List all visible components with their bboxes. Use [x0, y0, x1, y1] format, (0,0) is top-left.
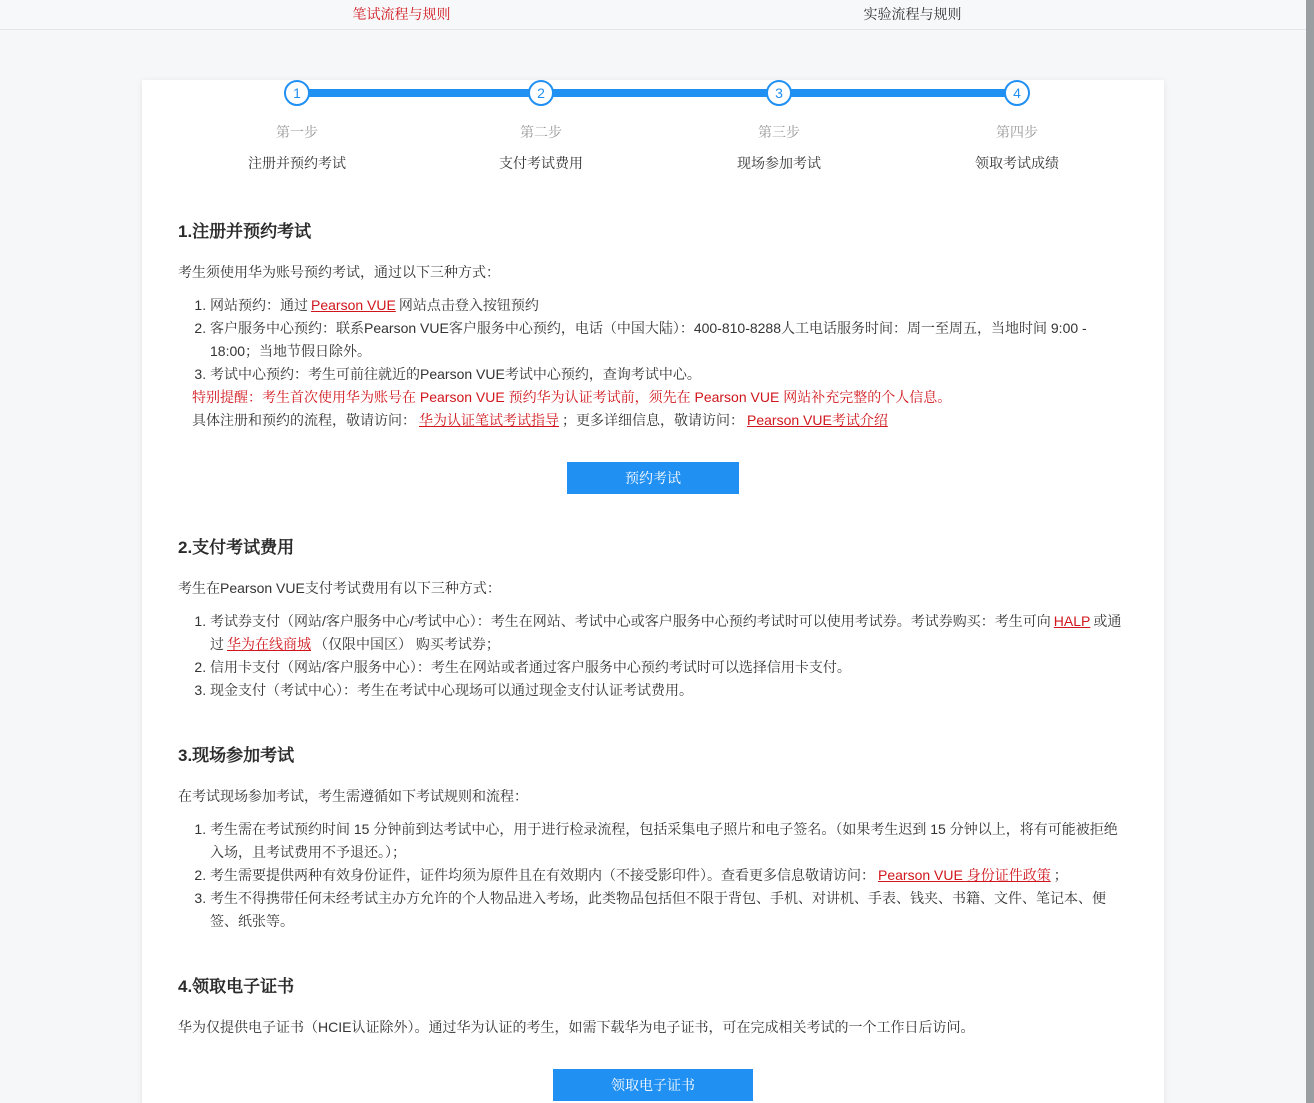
list-item: 2. 信用卡支付（网站/客户服务中心）：考生在网站或者通过客户服务中心预约考试时可以选择信用卡支付。: [210, 656, 1128, 679]
step-2: [431, 80, 651, 173]
section-register: [178, 220, 1128, 494]
section-onsite: [178, 744, 1128, 933]
vertical-scrollbar: [1306, 0, 1314, 1103]
step-1-circle: 1: [284, 80, 310, 106]
list-item: 2. 考生需要提供两种有效身份证件，证件均须为原件且在有效期内（不接受影印件）。查看更多信息敬请访问： Pearson VUE 身份证件政策 ；: [210, 864, 1128, 887]
halp-link[interactable]: HALP: [1053, 613, 1091, 629]
step-3: [669, 80, 889, 173]
top-tab-bar: [0, 0, 1314, 30]
step-3-name: 现场参加考试: [737, 155, 821, 171]
written-exam-guide-link[interactable]: 华为认证笔试考试指导: [419, 412, 559, 428]
step-3-circle: 3: [766, 80, 792, 106]
section-onsite-intro: 在考试现场参加考试，考生需遵循如下考试规则和流程：: [178, 788, 528, 804]
tab-written-process[interactable]: 笔试流程与规则: [352, 6, 451, 22]
list-item: 1. 考试券支付（网站/客户服务中心/考试中心）：考生在网站、考试中心或客户服务中心预约考试时可以使用考试券。考试券购买：考生可向 HALP 或通过 华为在线商城 （仅限中国区） 购买考试券；: [210, 610, 1128, 656]
step-1-name: 注册并预约考试: [248, 155, 346, 171]
exam-process-stepper: [178, 80, 1128, 171]
tab-lab-process[interactable]: 实验流程与规则: [863, 6, 962, 22]
list-item: 1. 考生需在考试预约时间 15 分钟前到达考试中心，用于进行检录流程，包括采集电子照片和电子签名。（如果考生迟到 15 分钟以上，将有可能被拒绝入场，且考试费用不予退还。）；: [210, 818, 1128, 864]
content-card: [142, 80, 1164, 1103]
section-payment-intro: 考生在Pearson VUE支付考试费用有以下三种方式：: [178, 580, 501, 596]
id-policy-link[interactable]: Pearson VUE 身份证件政策: [878, 867, 1051, 883]
step-3-label: 第三步: [758, 124, 800, 140]
tab-group: [146, 0, 1168, 29]
exam-intro-link[interactable]: Pearson VUE考试介绍: [747, 412, 888, 428]
section-certificate-heading: 4.领取电子证书: [178, 977, 295, 996]
step-4-label: 第四步: [996, 124, 1038, 140]
step-2-name: 支付考试费用: [499, 155, 583, 171]
huawei-store-link[interactable]: 华为在线商城: [227, 636, 311, 652]
step-2-label: 第二步: [520, 124, 562, 140]
step-1: [187, 80, 407, 173]
list-item: 3. 现金支付（考试中心）：考生在考试中心现场可以通过现金支付认证考试费用。: [210, 679, 1128, 702]
section-onsite-heading: 3.现场参加考试: [178, 746, 295, 765]
list-item: 3. 考试中心预约：考生可前往就近的Pearson VUE考试中心预约，查询考试中心。: [210, 363, 1128, 386]
guide-links-line: 具体注册和预约的流程，敬请访问： 华为认证笔试考试指导 ；更多详细信息，敬请访问： Pearson VUE考试介绍: [192, 412, 888, 428]
list-item: 3. 考生不得携带任何未经考试主办方允许的个人物品进入考场，此类物品包括但不限于背包、手机、对讲机、手表、钱夹、书籍、文件、笔记本、便签、纸张等。: [210, 887, 1128, 933]
step-2-circle: 2: [528, 80, 554, 106]
booking-methods-list: [178, 294, 1128, 386]
list-item: 1. 网站预约：通过 Pearson VUE 网站点击登入按钮预约: [210, 294, 1128, 317]
section-certificate-intro: 华为仅提供电子证书（HCIE认证除外）。通过华为认证的考生，如需下载华为电子证书，可在完成相关考试的一个工作日后访问。: [178, 1019, 975, 1035]
section-payment-heading: 2.支付考试费用: [178, 538, 295, 557]
special-reminder-text: 特别提醒：考生首次使用华为账号在 Pearson VUE 预约华为认证考试前，须先在 Pearson VUE 网站补充完整的个人信息。: [192, 389, 952, 405]
section-certificate: [178, 975, 1128, 1101]
step-1-label: 第一步: [276, 124, 318, 140]
list-item: 2. 客户服务中心预约：联系Pearson VUE客户服务中心预约，电话（中国大陆）：400-810-8288人工电话服务时间：周一至周五，当地时间 9:00 - 18:00；当地节假日除外。: [210, 317, 1128, 363]
step-4-name: 领取考试成绩: [975, 155, 1059, 171]
section-register-heading: 1.注册并预约考试: [178, 222, 312, 241]
scrollbar-thumb[interactable]: [1306, 0, 1314, 1103]
step-4: [907, 80, 1127, 173]
pearson-vue-link[interactable]: Pearson VUE: [311, 297, 396, 313]
section-payment: [178, 536, 1128, 702]
section-register-intro: 考生须使用华为账号预约考试，通过以下三种方式：: [178, 264, 500, 280]
payment-methods-list: [178, 610, 1128, 702]
get-cert-button[interactable]: 领取电子证书: [553, 1069, 753, 1101]
step-4-circle: 4: [1004, 80, 1030, 106]
page-background: [0, 80, 1306, 1103]
book-exam-button[interactable]: 预约考试: [567, 462, 739, 494]
onsite-rules-list: [178, 818, 1128, 933]
